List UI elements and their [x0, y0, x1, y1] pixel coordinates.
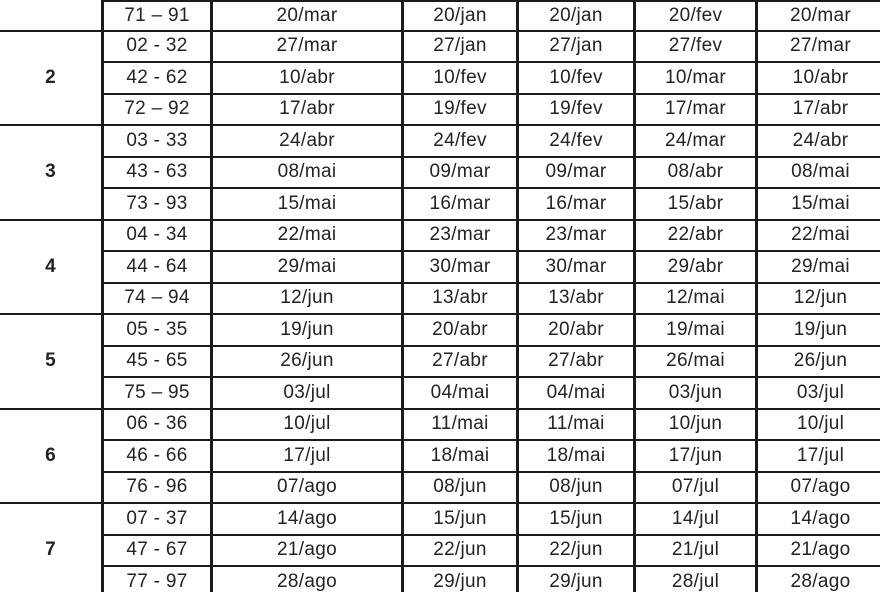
date-cell: 11/mai [403, 409, 518, 441]
date-cell: 17/abr [757, 94, 880, 126]
date-cell: 24/abr [757, 125, 880, 157]
table-row [0, 157, 880, 189]
date-cell: 22/jun [403, 535, 518, 567]
group-number-cell: 7 [0, 503, 103, 592]
date-cell: 10/mar [635, 62, 757, 94]
date-cell: 16/mar [403, 188, 518, 220]
table-row [0, 440, 880, 472]
range-cell: 03 - 33 [103, 125, 212, 157]
date-cell: 03/jun [635, 377, 757, 409]
date-cell: 27/fev [635, 31, 757, 63]
range-cell: 42 - 62 [103, 62, 212, 94]
date-cell: 26/mai [635, 346, 757, 378]
date-cell: 20/jan [518, 1, 635, 31]
date-cell: 08/mai [757, 157, 880, 189]
range-cell: 04 - 34 [103, 220, 212, 252]
date-cell: 27/mar [757, 31, 880, 63]
date-cell: 18/mai [403, 440, 518, 472]
range-cell: 46 - 66 [103, 440, 212, 472]
table-row [0, 283, 880, 315]
date-cell: 14/ago [212, 503, 403, 535]
date-cell: 17/mar [635, 94, 757, 126]
date-cell: 04/mai [518, 377, 635, 409]
date-cell: 03/jul [757, 377, 880, 409]
table-row [0, 94, 880, 126]
date-cell: 15/mai [757, 188, 880, 220]
date-cell: 19/jun [757, 314, 880, 346]
table-row [0, 377, 880, 409]
date-cell: 28/jul [635, 566, 757, 592]
date-cell: 22/abr [635, 220, 757, 252]
date-cell: 22/jun [518, 535, 635, 567]
date-cell: 22/mai [757, 220, 880, 252]
date-cell: 15/jun [403, 503, 518, 535]
date-cell: 10/abr [757, 62, 880, 94]
table-row [0, 125, 880, 157]
date-cell: 15/abr [635, 188, 757, 220]
table-row [0, 31, 880, 63]
range-cell: 75 – 95 [103, 377, 212, 409]
date-cell: 15/jun [518, 503, 635, 535]
date-cell: 29/abr [635, 251, 757, 283]
date-cell: 14/ago [757, 503, 880, 535]
date-cell: 08/mai [212, 157, 403, 189]
date-cell: 19/mai [635, 314, 757, 346]
date-cell: 27/jan [403, 31, 518, 63]
table-row [0, 220, 880, 252]
date-cell: 10/fev [518, 62, 635, 94]
date-cell: 20/mar [757, 1, 880, 31]
date-cell: 17/jul [212, 440, 403, 472]
date-cell: 10/abr [212, 62, 403, 94]
date-cell: 29/jun [403, 566, 518, 592]
date-cell: 17/abr [212, 94, 403, 126]
group-number-cell [0, 1, 103, 31]
date-cell: 30/mar [518, 251, 635, 283]
range-cell: 06 - 36 [103, 409, 212, 441]
range-cell: 43 - 63 [103, 157, 212, 189]
date-cell: 29/mai [212, 251, 403, 283]
table-row [0, 409, 880, 441]
date-cell: 28/ago [212, 566, 403, 592]
date-cell: 08/abr [635, 157, 757, 189]
table-row [0, 188, 880, 220]
group-number-cell: 3 [0, 125, 103, 220]
date-cell: 16/mar [518, 188, 635, 220]
date-cell: 09/mar [518, 157, 635, 189]
date-cell: 21/ago [212, 535, 403, 567]
range-cell: 44 - 64 [103, 251, 212, 283]
date-cell: 27/abr [403, 346, 518, 378]
date-cell: 12/jun [212, 283, 403, 315]
date-cell: 26/jun [212, 346, 403, 378]
date-cell: 23/mar [403, 220, 518, 252]
date-cell: 13/abr [403, 283, 518, 315]
date-cell: 26/jun [757, 346, 880, 378]
date-cell: 27/jan [518, 31, 635, 63]
date-cell: 24/mar [635, 125, 757, 157]
date-cell: 21/ago [757, 535, 880, 567]
group-number-cell: 5 [0, 314, 103, 409]
date-cell: 17/jun [635, 440, 757, 472]
date-cell: 10/jun [635, 409, 757, 441]
date-cell: 07/ago [757, 472, 880, 504]
table-row [0, 566, 880, 592]
date-cell: 23/mar [518, 220, 635, 252]
table-row [0, 1, 880, 31]
table-row [0, 62, 880, 94]
date-cell: 03/jul [212, 377, 403, 409]
table-row [0, 503, 880, 535]
date-cell: 20/mar [212, 1, 403, 31]
table-row [0, 251, 880, 283]
range-cell: 45 - 65 [103, 346, 212, 378]
range-cell: 47 - 67 [103, 535, 212, 567]
date-cell: 04/mai [403, 377, 518, 409]
group-number-cell: 6 [0, 409, 103, 504]
range-cell: 74 – 94 [103, 283, 212, 315]
date-cell: 22/mai [212, 220, 403, 252]
date-cell: 20/fev [635, 1, 757, 31]
range-cell: 05 - 35 [103, 314, 212, 346]
date-cell: 24/abr [212, 125, 403, 157]
date-cell: 27/mar [212, 31, 403, 63]
date-cell: 08/jun [403, 472, 518, 504]
date-cell: 08/jun [518, 472, 635, 504]
date-cell: 20/abr [518, 314, 635, 346]
range-cell: 76 - 96 [103, 472, 212, 504]
date-cell: 17/jul [757, 440, 880, 472]
date-cell: 27/abr [518, 346, 635, 378]
date-cell: 10/jul [212, 409, 403, 441]
date-cell: 14/jul [635, 503, 757, 535]
range-cell: 07 - 37 [103, 503, 212, 535]
range-cell: 71 – 91 [103, 1, 212, 31]
table-row [0, 535, 880, 567]
date-cell: 20/abr [403, 314, 518, 346]
date-cell: 10/fev [403, 62, 518, 94]
range-cell: 73 - 93 [103, 188, 212, 220]
date-cell: 18/mai [518, 440, 635, 472]
date-cell: 28/ago [757, 566, 880, 592]
range-cell: 72 – 92 [103, 94, 212, 126]
date-cell: 07/jul [635, 472, 757, 504]
date-cell: 24/fev [518, 125, 635, 157]
date-cell: 19/jun [212, 314, 403, 346]
date-cell: 13/abr [518, 283, 635, 315]
date-cell: 19/fev [518, 94, 635, 126]
date-cell: 11/mai [518, 409, 635, 441]
date-cell: 29/jun [518, 566, 635, 592]
date-cell: 12/mai [635, 283, 757, 315]
range-cell: 77 - 97 [103, 566, 212, 592]
date-cell: 29/mai [757, 251, 880, 283]
table-row [0, 314, 880, 346]
date-cell: 12/jun [757, 283, 880, 315]
range-cell: 02 - 32 [103, 31, 212, 63]
date-cell: 09/mar [403, 157, 518, 189]
date-cell: 10/jul [757, 409, 880, 441]
date-cell: 19/fev [403, 94, 518, 126]
date-cell: 24/fev [403, 125, 518, 157]
date-cell: 15/mai [212, 188, 403, 220]
group-number-cell: 4 [0, 220, 103, 315]
date-cell: 30/mar [403, 251, 518, 283]
table-row [0, 472, 880, 504]
date-cell: 20/jan [403, 1, 518, 31]
date-cell: 21/jul [635, 535, 757, 567]
group-number-cell: 2 [0, 31, 103, 126]
table-row [0, 346, 880, 378]
date-cell: 07/ago [212, 472, 403, 504]
